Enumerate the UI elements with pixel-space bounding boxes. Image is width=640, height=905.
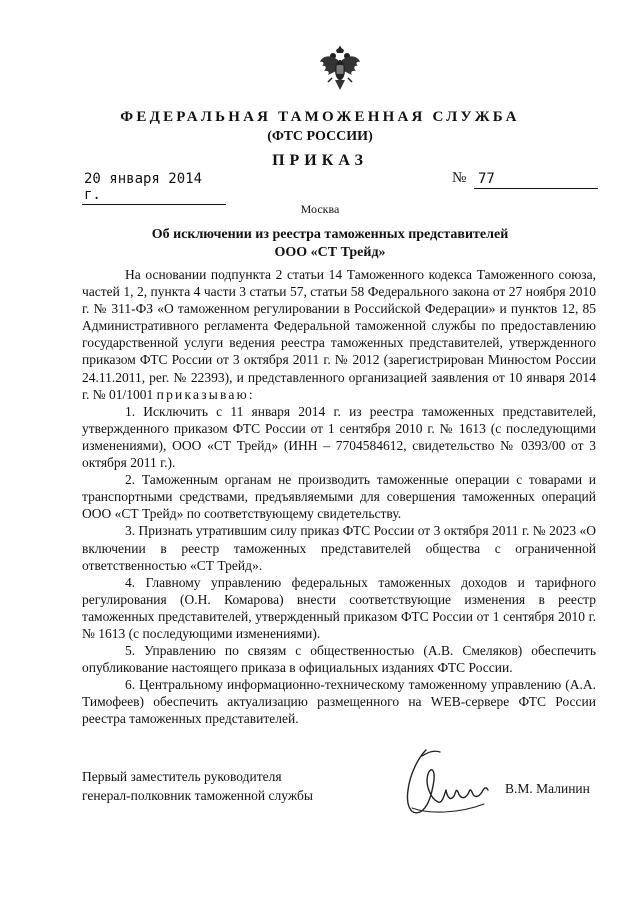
city: Москва xyxy=(300,202,340,216)
order-body xyxy=(82,266,596,728)
coat-of-arms-icon xyxy=(318,46,362,94)
order-word: приказываю: xyxy=(156,386,255,402)
order-number: 77 xyxy=(474,171,598,189)
order-item-5: 5. Управлению по связям с общественностью (А.В. Смеляков) обеспечить опубликование настоящего приказа в официальных изданиях ФТС России. xyxy=(82,643,596,676)
order-title-line2: ООО «СТ Трейд» xyxy=(274,245,386,260)
preamble-text: На основании подпункта 2 статьи 14 Таможенного кодекса Таможенного союза, частей 1, 2, пункта 4 части 3 статьи 57, статьи 58 Федерального закона от 27 ноября 2010 г. № 311-ФЗ «О таможенном регулировании в Российской Федерации» и пунктов 12, 85 Административного регламента Федеральной таможенной службы по предоставлению государственной услуги ведения реестра таможенных представителей, утвержденного приказом ФТС России от 3 октября 2011 г. № 2012 (зарегистрирован Минюстом России 24.11.2011, рег. № 22393), и представленного организацией заявления от 10 января 2014 г. № 01/1001 xyxy=(82,267,596,402)
order-item-4: 4. Главному управлению федеральных таможенных доходов и тарифного регулирования (О.Н. Комарова) внести соответствующие изменения в реестр таможенных представителей, утвержденный приказом ФТС России от 1 сентября 2010 г. № 1613 (с последующими изменениями). xyxy=(82,574,596,641)
order-item-2: 2. Таможенным органам не производить таможенные операции с товарами и транспортными средствами, предъявляемыми для совершения таможенных операций ООО «СТ Трейд» по соответствующему свидетельству. xyxy=(82,472,596,522)
order-title xyxy=(60,226,600,262)
signatory-name: В.М. Малинин xyxy=(505,781,590,796)
order-date: 20 января 2014 г. xyxy=(82,171,226,205)
order-number-label: № xyxy=(452,170,467,186)
signatory-position-line2: генерал-полковник таможенной службы xyxy=(82,788,313,803)
agency-short-name: (ФТС РОССИИ) xyxy=(267,129,373,144)
order-item-3: 3. Признать утратившим силу приказ ФТС России от 3 октября 2011 г. № 2023 «О включении в реестр таможенных представителей общества с ограниченной ответственностью «СТ Трейд». xyxy=(82,523,596,573)
preamble-paragraph xyxy=(82,266,596,403)
agency-name: ФЕДЕРАЛЬНАЯ ТАМОЖЕННАЯ СЛУЖБА xyxy=(120,109,520,125)
order-title-line1: Об исключении из реестра таможенных представителей xyxy=(151,227,509,242)
handwritten-signature xyxy=(398,744,494,828)
document-type: ПРИКАЗ xyxy=(272,152,368,169)
order-item-1: 1. Исключить с 11 января 2014 г. из реестра таможенных представителей, утвержденного приказом ФТС России от 1 сентября 2010 г. № 1613 (с последующими изменениями), ООО «СТ Трейд» (ИНН – 7704584612, свидетельство № 0393/00 от 3 октября 2011 г.). xyxy=(82,403,596,471)
signatory-position-line1: Первый заместитель руководителя xyxy=(82,769,282,784)
signatory-position xyxy=(82,767,313,805)
order-item-6: 6. Центральному информационно-техническому таможенному управлению (А.А. Тимофеев) обеспечить актуализацию размещенного на WEB-сервере ФТС России реестра таможенных представителей. xyxy=(82,677,596,727)
